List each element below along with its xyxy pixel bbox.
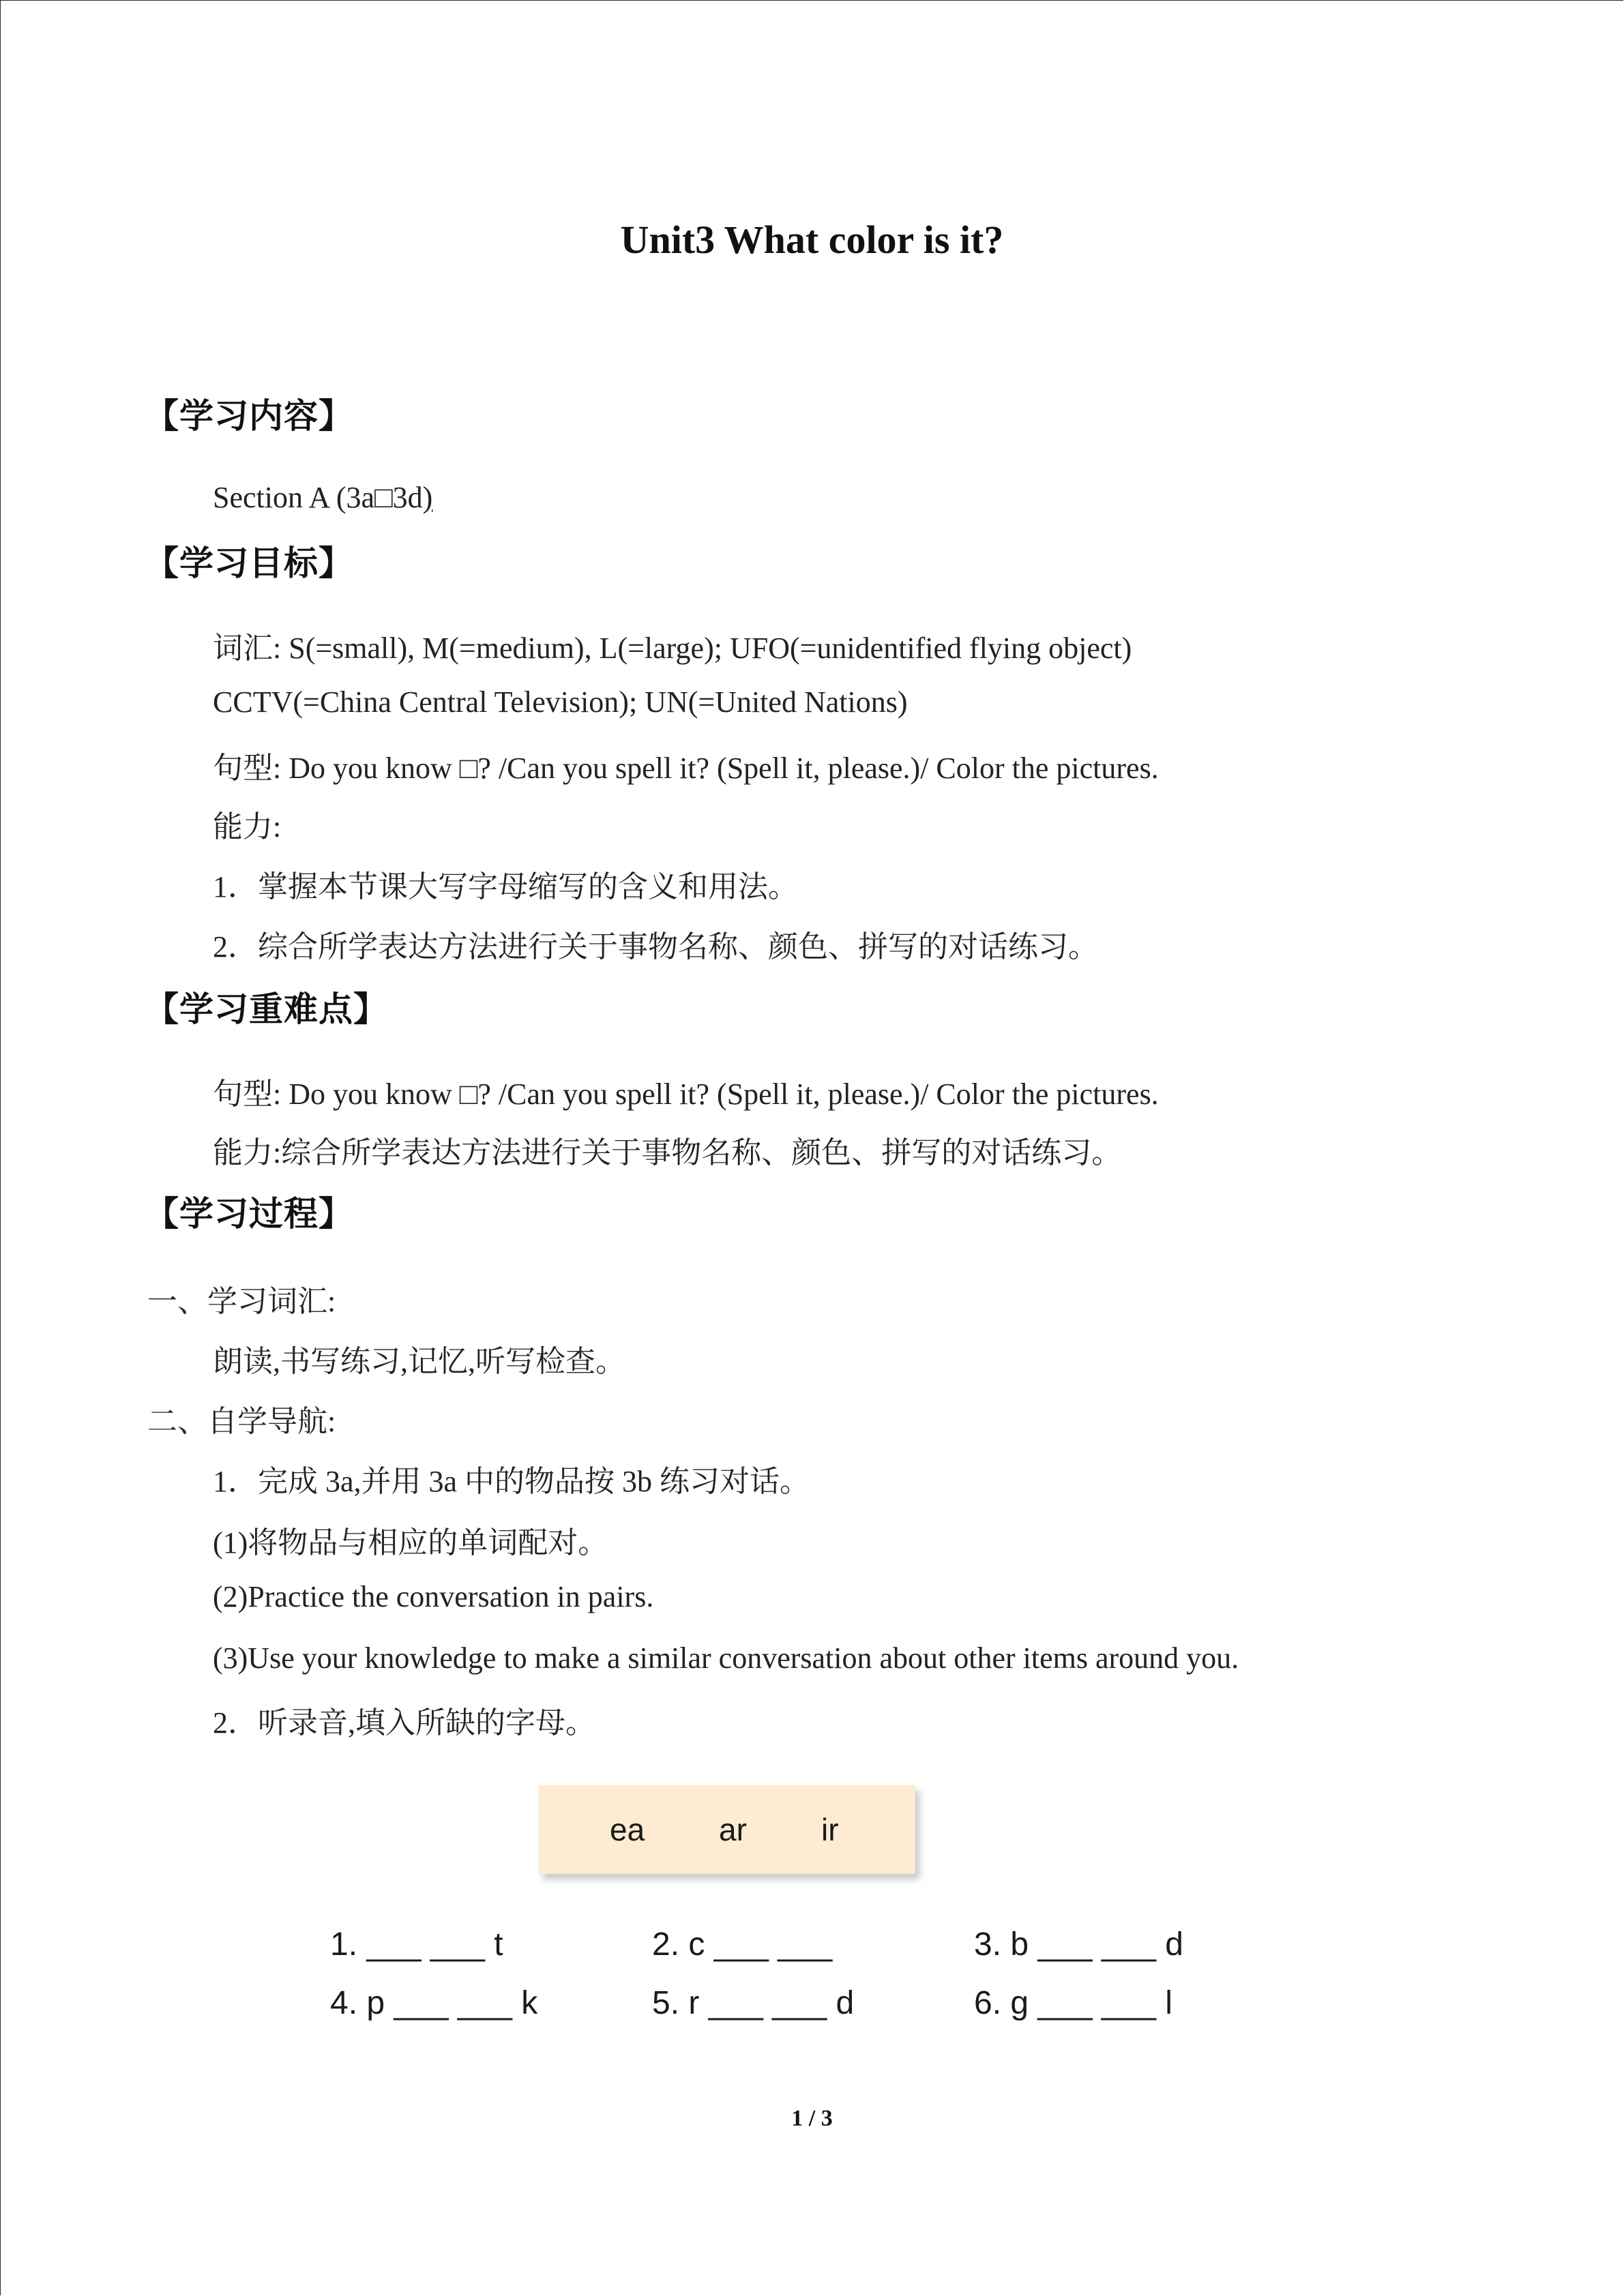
document-title: Unit3 What color is it?	[620, 218, 1004, 262]
key-points-sentence: 句型: Do you know □? /Can you spell it? (Spell it, please.)/ Color the pictures.	[213, 1077, 1159, 1111]
process-part1-title: 一、学习词汇:	[147, 1285, 336, 1318]
word-bank-item: ea	[610, 1812, 645, 1847]
process-item-1b: (2)Practice the conversation in pairs.	[213, 1580, 654, 1613]
goals-ability-1: 1．掌握本节课大写字母缩写的含义和用法。	[213, 870, 798, 904]
blank-item-1: 1. ___ ___ t	[330, 1926, 503, 1963]
process-part1-text: 朗读,书写练习,记忆,听写检查。	[213, 1345, 625, 1378]
goals-ability-label: 能力:	[213, 810, 282, 844]
content-section-tail: )	[422, 481, 433, 514]
key-points-ability: 能力:综合所学表达方法进行关于事物名称、颜色、拼写的对话练习。	[213, 1136, 1122, 1169]
page-number: 1 / 3	[791, 2106, 833, 2131]
goals-vocab-line-2: CCTV(=China Central Television); UN(=United Nations)	[213, 685, 908, 719]
process-item-2: 2．听录音,填入所缺的字母。	[213, 1706, 595, 1740]
blank-item-4: 4. p ___ ___ k	[330, 1985, 538, 2021]
process-item-1: 1．完成 3a,并用 3a 中的物品按 3b 练习对话。	[213, 1465, 810, 1498]
blank-item-2: 2. c ___ ___	[652, 1926, 833, 1963]
word-bank-item: ir	[821, 1812, 839, 1847]
process-part2-title: 二、自学导航:	[147, 1405, 336, 1438]
heading-key-points: 【学习重难点】	[145, 989, 388, 1029]
blank-item-5: 5. r ___ ___ d	[652, 1985, 855, 2021]
word-bank-box	[539, 1785, 915, 1874]
goals-vocab-line-1: 词汇: S(=small), M(=medium), L(=large); UFO(=unidentified flying object)	[213, 631, 1132, 665]
process-item-1c: (3)Use your knowledge to make a similar conversation about other items around you.	[213, 1641, 1239, 1675]
content-section-main: Section A (3a□3d	[213, 481, 423, 514]
content-section-text	[213, 480, 432, 515]
heading-learning-process: 【学习过程】	[145, 1194, 353, 1234]
blank-item-3: 3. b ___ ___ d	[974, 1926, 1183, 1963]
heading-learning-content: 【学习内容】	[145, 396, 353, 436]
goals-sentence-pattern: 句型: Do you know □? /Can you spell it? (Spell it, please.)/ Color the pictures.	[213, 751, 1159, 785]
heading-learning-goals: 【学习目标】	[145, 543, 353, 583]
goals-ability-2: 2．综合所学表达方法进行关于事物名称、颜色、拼写的对话练习。	[213, 930, 1098, 964]
word-bank-item: ar	[719, 1812, 747, 1847]
blank-item-6: 6. g ___ ___ l	[974, 1985, 1172, 2021]
process-item-1a: (1)将物品与相应的单词配对。	[213, 1526, 608, 1560]
